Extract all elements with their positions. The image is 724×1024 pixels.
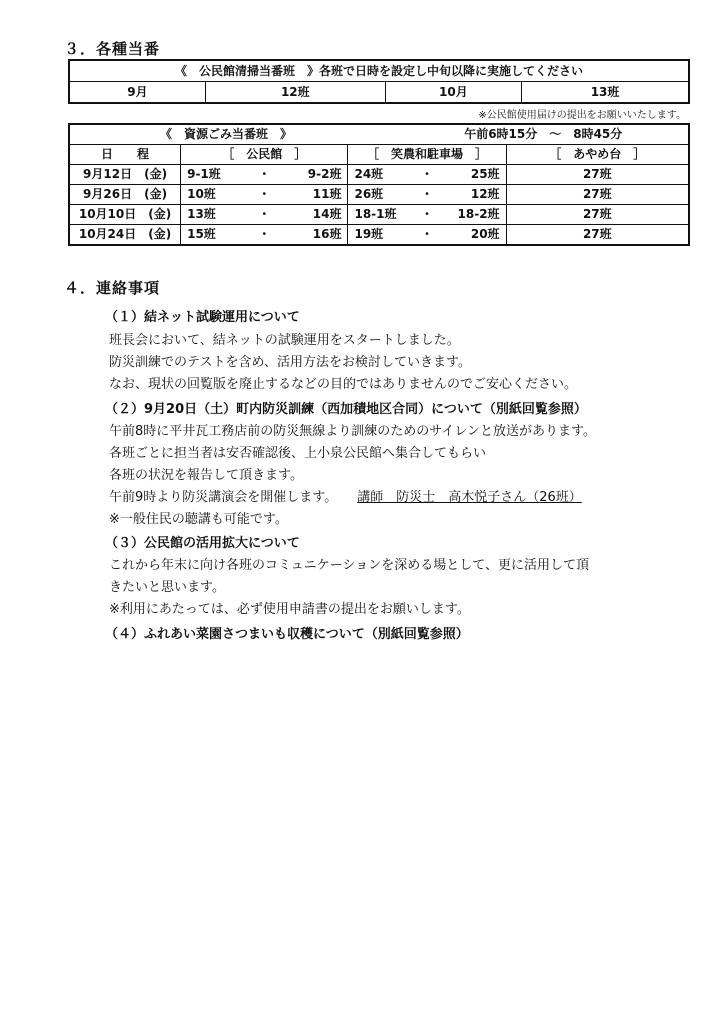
row-kominkan <box>181 165 348 185</box>
item1-line: 防災訓練でのテストを含め、活用方法をお検討していきます。 <box>109 355 471 370</box>
group-a: 10班 <box>187 187 216 201</box>
group-a: 24班 <box>354 167 384 181</box>
row-parking <box>348 185 506 205</box>
group-b: 16班 <box>312 227 342 241</box>
row-parking <box>348 205 506 225</box>
group-b: 18-2班 <box>457 207 500 221</box>
row-kominkan <box>181 205 348 225</box>
garbage-header-time: 午前6時15分 ～ 8時45分 <box>464 127 623 141</box>
cleaning-duty-table <box>68 59 690 104</box>
item2-note: ※一般住民の聴講も可能です。 <box>109 512 288 527</box>
row-date: 10月24日 (金) <box>69 225 181 246</box>
row-date: 9月12日 (金) <box>69 165 181 185</box>
row-date: 10月10日 (金) <box>69 205 181 225</box>
row-parking <box>348 225 506 246</box>
item2-heading: （２）9月20日（土）町内防災訓練（西加積地区合同）について（別紙回覧参照） <box>105 402 587 417</box>
row-ayamedai: 27班 <box>506 205 689 225</box>
usage-note: ※公民館使用届けの提出をお願いいたします。 <box>478 110 686 121</box>
table-row <box>69 165 689 185</box>
cleaning-header: 《 公民館清掃当番班 》各班で日時を設定し中旬以降に実施してください <box>69 60 689 82</box>
separator: ・ <box>421 187 434 201</box>
separator: ・ <box>421 167 434 181</box>
item3-line: きたいと思います。 <box>109 580 225 595</box>
cleaning-month-1: 9月 <box>69 82 205 104</box>
cleaning-group-2: 13班 <box>522 82 689 104</box>
item1-line: 班長会において、結ネットの試験運用をスタートしました。 <box>109 333 460 348</box>
group-b: 14班 <box>312 207 342 221</box>
item2-line: 午前8時に平井瓦工務店前の防災無線より訓練のためのサイレンと放送があります。 <box>109 424 596 439</box>
group-a: 15班 <box>187 227 216 241</box>
separator: ・ <box>421 207 434 221</box>
row-kominkan <box>181 225 348 246</box>
row-kominkan <box>181 185 348 205</box>
garbage-header <box>69 124 689 145</box>
item3-line: これから年末に向け各班のコミュニケーションを深める場として、更に活用して頂 <box>109 558 589 573</box>
separator: ・ <box>258 207 271 221</box>
item3-note: ※利用にあたっては、必ず使用申請書の提出をお願いします。 <box>109 602 470 617</box>
group-b: 11班 <box>312 187 342 201</box>
group-b: 20班 <box>470 227 500 241</box>
item1-line: なお、現状の回覧版を廃止するなどの目的ではありませんのでご安心ください。 <box>109 377 578 392</box>
section4-title: ４．連絡事項 <box>64 279 161 297</box>
separator: ・ <box>421 227 434 241</box>
row-parking <box>348 165 506 185</box>
item2-line-lecture <box>109 486 582 505</box>
row-ayamedai: 27班 <box>506 165 689 185</box>
separator: ・ <box>258 167 271 181</box>
item1-heading: （１）結ネット試験運用について <box>105 310 300 325</box>
lecture-text: 午前9時より防災講演会を開催します。 <box>109 490 338 505</box>
lecturer-name: 講師 防災士 高木悦子さん（26班） <box>357 490 582 505</box>
table-row <box>69 185 689 205</box>
garbage-duty-table <box>68 123 690 246</box>
col-header-parking: ［ 笑農和駐車場 ］ <box>348 145 506 165</box>
table-row <box>69 225 689 246</box>
col-header-ayamedai: ［ あやめ台 ］ <box>506 145 689 165</box>
separator: ・ <box>258 187 271 201</box>
row-ayamedai: 27班 <box>506 185 689 205</box>
col-header-kominkan: ［ 公民館 ］ <box>181 145 348 165</box>
item2-line: 各班ごとに担当者は安否確認後、上小泉公民館へ集合してもらい <box>109 446 487 461</box>
group-a: 18-1班 <box>354 207 397 221</box>
item3-heading: （３）公民館の活用拡大について <box>105 536 300 551</box>
group-a: 13班 <box>187 207 216 221</box>
group-b: 9-2班 <box>307 167 342 181</box>
group-a: 9-1班 <box>187 167 221 181</box>
section3-title: ３．各種当番 <box>64 40 161 58</box>
separator: ・ <box>258 227 271 241</box>
col-header-date: 日 程 <box>69 145 181 165</box>
group-a: 26班 <box>354 187 384 201</box>
row-date: 9月26日 (金) <box>69 185 181 205</box>
item2-line: 各班の状況を報告して頂きます。 <box>109 468 303 483</box>
cleaning-month-2: 10月 <box>385 82 521 104</box>
row-ayamedai: 27班 <box>506 225 689 246</box>
group-b: 25班 <box>470 167 500 181</box>
group-a: 19班 <box>354 227 384 241</box>
group-b: 12班 <box>470 187 500 201</box>
garbage-header-title: 《 資源ごみ当番班 》 <box>160 127 293 141</box>
table-row <box>69 205 689 225</box>
item4-heading: （４）ふれあい菜園さつまいも収穫について（別紙回覧参照） <box>105 627 469 642</box>
cleaning-group-1: 12班 <box>205 82 385 104</box>
